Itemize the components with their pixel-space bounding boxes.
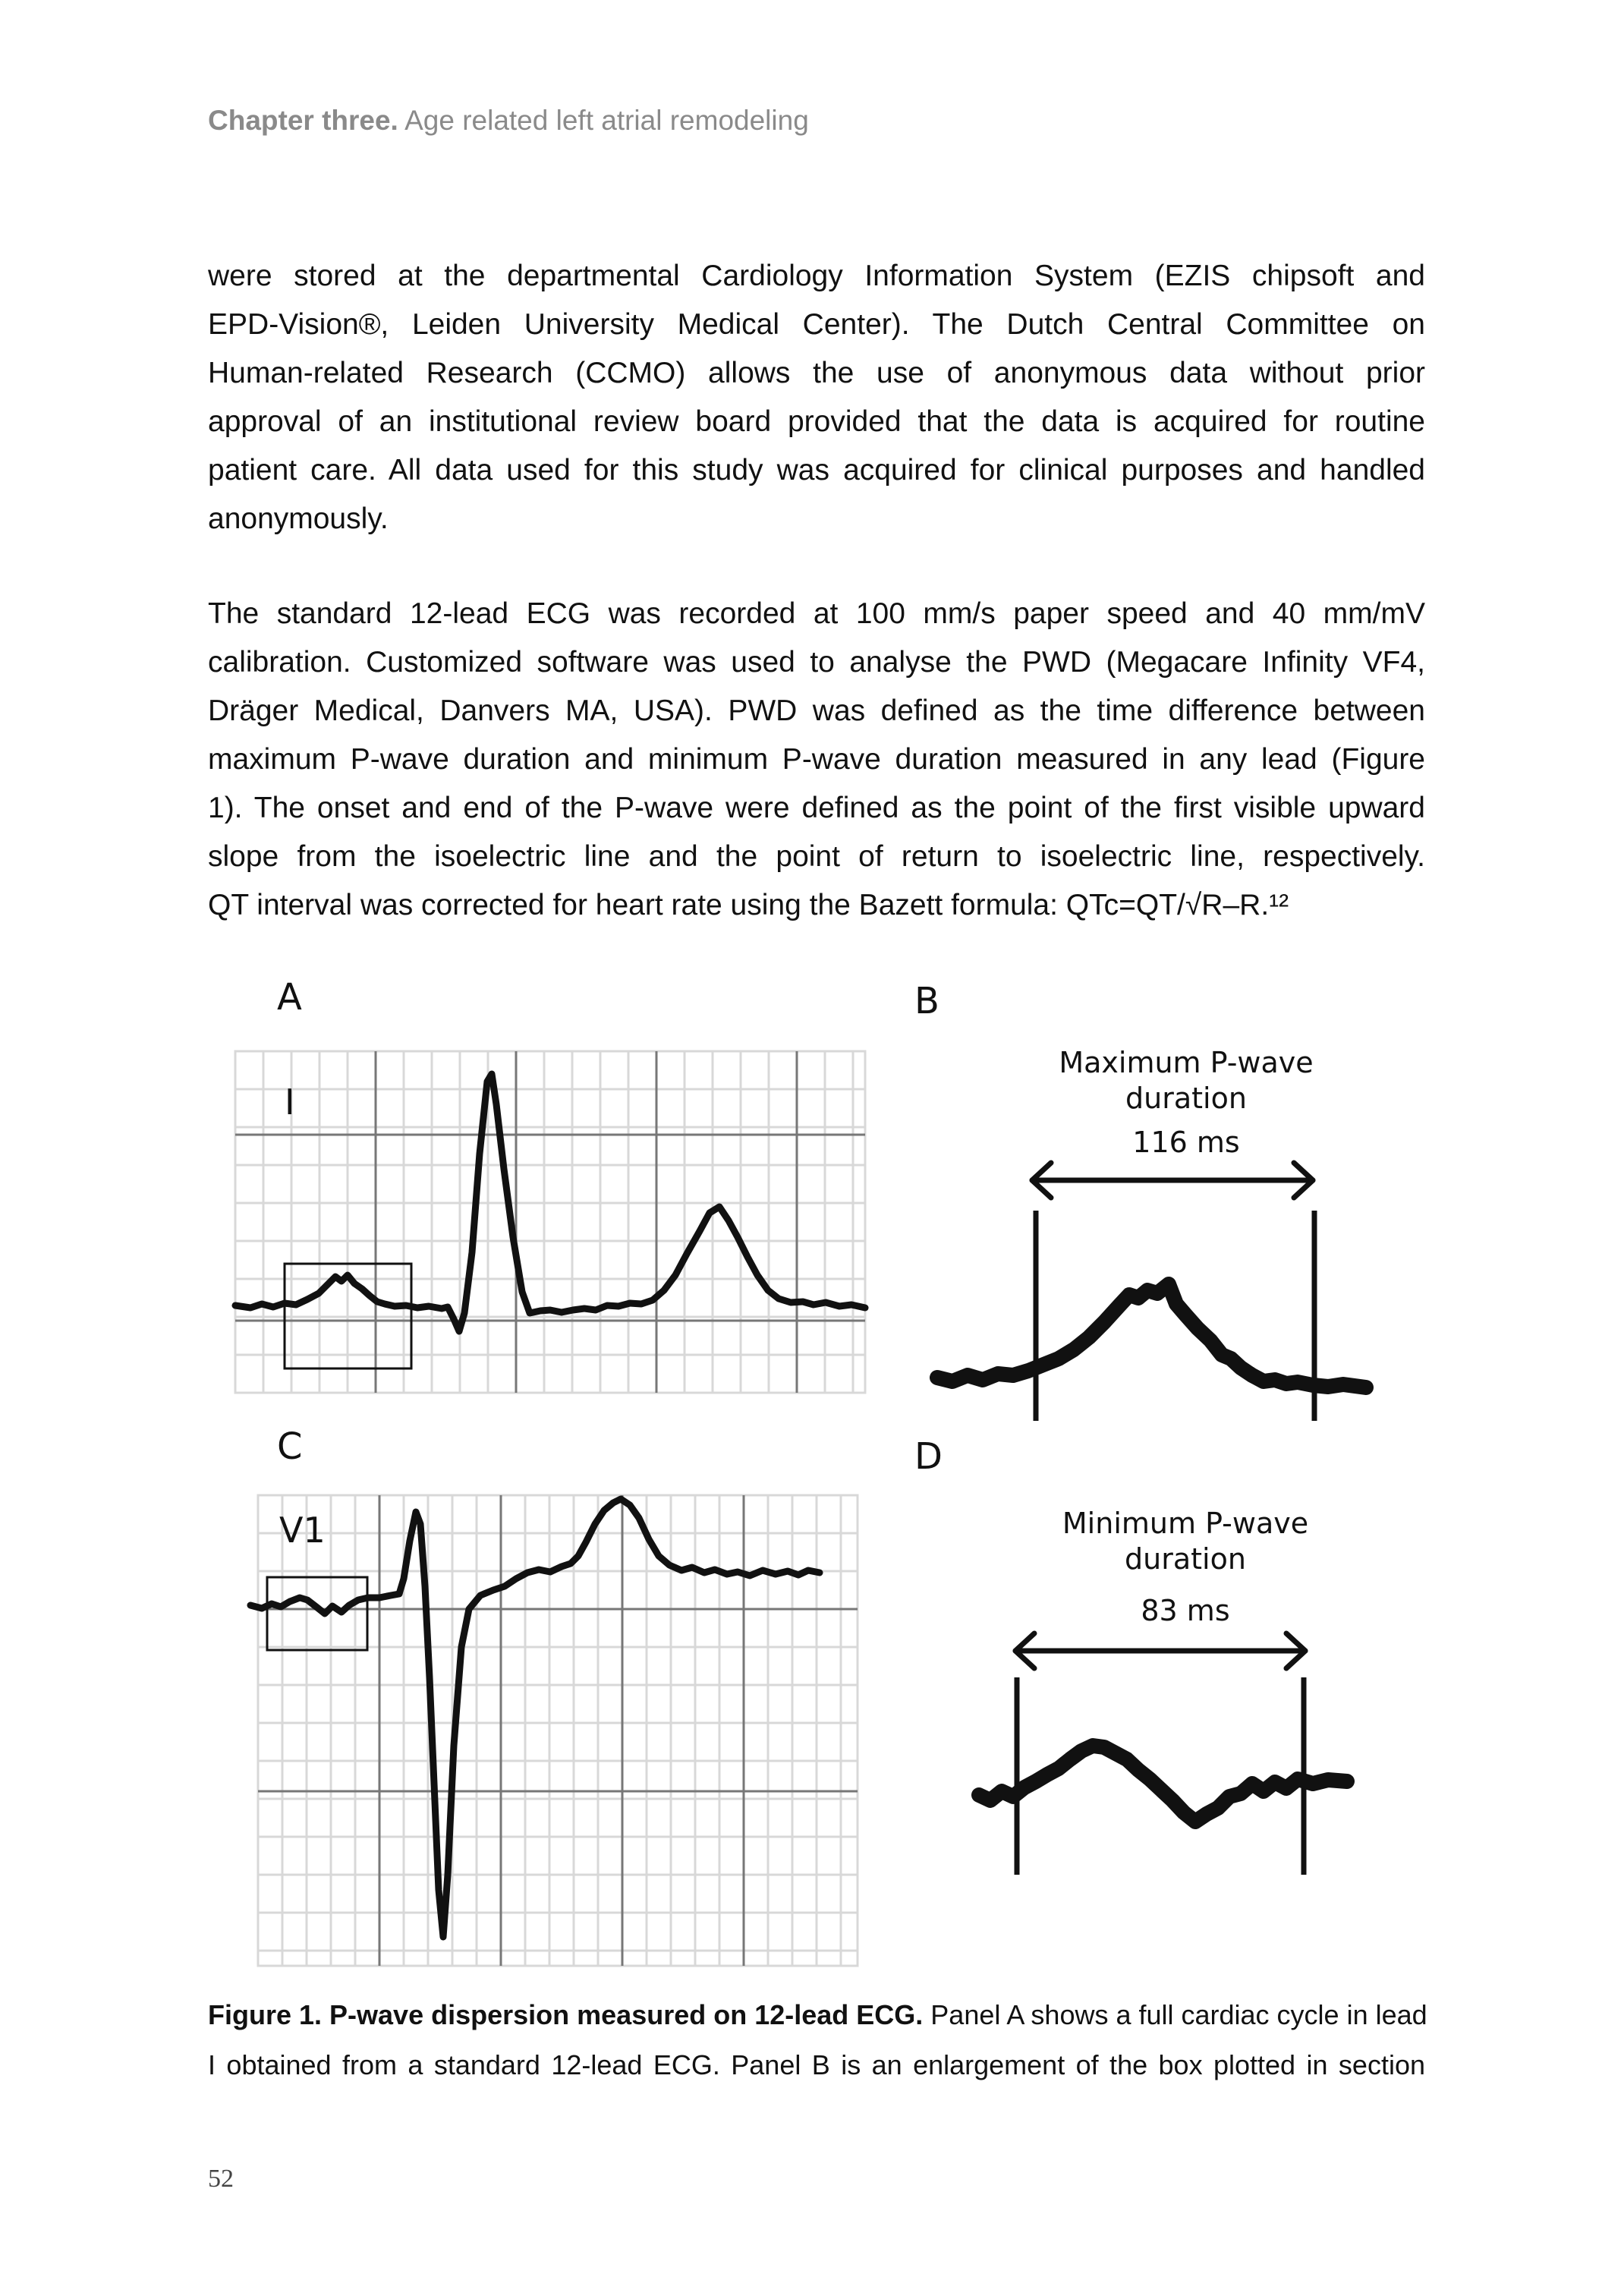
max-pwave-title-line1: Maximum P-wave [1059,1046,1314,1079]
text-line: Human-related Research (CCMO) allows the use of anonymous data without prior [208,357,1425,389]
caption-line-2: I obtained from a standard 12-lead ECG. Panel B is an enlargement of the box plotted in section [208,2049,1425,2080]
chapter-label: Chapter three. [208,105,398,136]
text-line: QT interval was corrected for heart rate using the Bazett formula: QTc=QT/√R–R.¹² [208,889,1289,921]
max-pwave-title-line2: duration [1125,1082,1247,1115]
caption-label: Figure 1. P-wave dispersion measured on 12-lead ECG. [208,1999,924,2030]
paragraph-ecg-methods [208,590,1425,930]
figure-1 [228,979,1412,1981]
min-pwave-title-line1: Minimum P-wave [1062,1507,1309,1540]
max-pwave-duration-value: 116 ms [1132,1126,1240,1159]
panel-c [250,1425,858,1966]
text-line: patient care. All data used for this study was acquired for clinical purposes and handled [208,454,1425,487]
text-line: calibration. Customized software was used to analyse the PWD (Megacare Infinity VF4, [208,646,1425,679]
min-pwave-title-line2: duration [1125,1542,1246,1576]
paragraph-data-storage [208,252,1425,543]
caption-line-1 [208,1990,1425,2040]
panel-a [235,979,865,1393]
page-number: 52 [208,2165,234,2193]
text-line: slope from the isoelectric line and the point of return to isoelectric line, respectively. [208,840,1425,873]
ecg-trace-pwave-min [979,1746,1347,1822]
panel-b [914,980,1366,1421]
text-line: 1). The onset and end of the P-wave were defined as the point of the first visible upward [208,792,1425,824]
ecg-trace-pwave-max [937,1284,1366,1387]
ecg-grid-a [235,1051,865,1393]
ecg-figure [228,979,1412,1981]
panel-d-letter: D [914,1435,943,1478]
lead-label-v1: V1 [279,1510,326,1551]
text-line: The standard 12-lead ECG was recorded at 100 mm/s paper speed and 40 mm/mV [208,597,1425,630]
panel-d [914,1435,1347,1875]
caption-text-1: Panel A shows a full cardiac cycle in lead [923,1999,1427,2030]
min-duration-arrow [1015,1633,1305,1668]
text-line: were stored at the departmental Cardiology Information System (EZIS chipsoft and [208,260,1425,292]
text-line: maximum P-wave duration and minimum P-wave duration measured in any lead (Figure [208,743,1425,776]
text-line: Dräger Medical, Danvers MA, USA). PWD was defined as the time difference between [208,694,1425,727]
chapter-title: Age related left atrial remodeling [404,105,809,136]
min-pwave-duration-value: 83 ms [1141,1594,1230,1627]
text-line: EPD-Vision®, Leiden University Medical Center). The Dutch Central Committee on [208,308,1425,341]
ecg-trace-lead-v1 [250,1499,820,1937]
running-head [208,105,809,137]
panel-c-letter: C [277,1425,303,1468]
max-duration-arrow [1032,1163,1313,1198]
text-line: approval of an institutional review board provided that the data is acquired for routine [208,405,1425,438]
panel-a-letter: A [277,979,302,1019]
figure-caption [208,1990,1425,2090]
lead-label-i: I [285,1082,295,1123]
text-line: anonymously. [208,502,389,535]
panel-b-letter: B [914,980,939,1022]
